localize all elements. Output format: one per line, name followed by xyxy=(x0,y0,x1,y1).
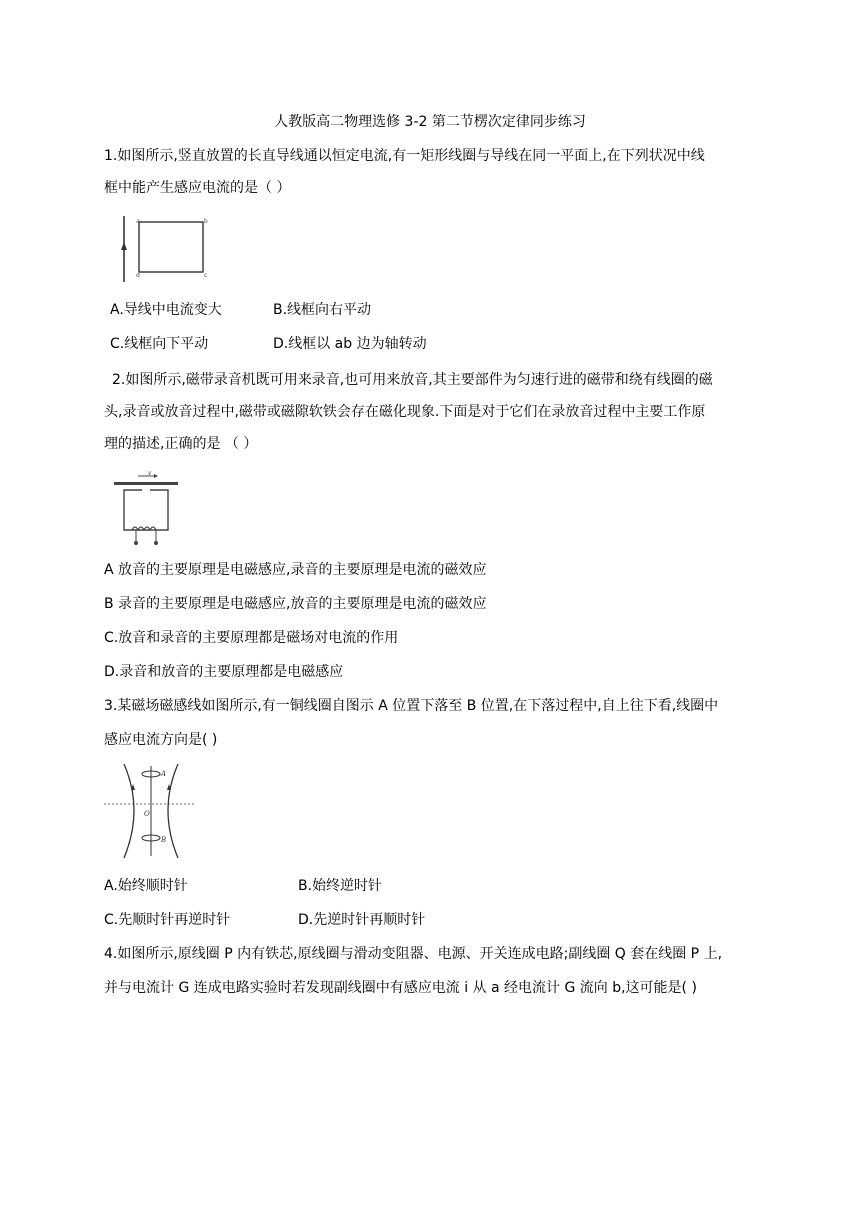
q3-option-b: B.始终逆时针 xyxy=(298,878,383,894)
q2-option-d: D.录音和放音的主要原理都是电磁感应 xyxy=(104,664,344,680)
rectangular-loop xyxy=(139,222,203,272)
label-v: v xyxy=(148,470,152,477)
q1-stem-line1: 1.如图所示,竖直放置的长直导线通以恒定电流,有一矩形线圈与导线在同一平面上,在下列状况中线 xyxy=(104,148,705,164)
tape xyxy=(114,482,178,485)
label-B: B xyxy=(161,836,167,844)
q4-stem-line2: 并与电流计 G 连成电路实验时若发现副线圈中有感应电流 i 从 a 经电流计 G 流向 b,这可能是( ) xyxy=(104,980,697,996)
q3-option-a: A.始终顺时针 xyxy=(104,878,188,894)
q1-figure-wire-and-loop xyxy=(110,212,220,284)
label-d: d xyxy=(136,272,140,279)
q2-stem-line1: 2.如图所示,磁带录音机既可用来录音,也可用来放音,其主要部件为匀速行进的磁带和绕有线圈的磁 xyxy=(112,372,713,388)
q1-option-c: C.线框向下平动 xyxy=(110,336,209,352)
q4-stem-line1: 4.如图所示,原线圈 P 内有铁芯,原线圈与滑动变阻器、电源、开关连成电路;副线圈 Q 套在线圈 P 上, xyxy=(104,946,723,962)
label-c: c xyxy=(204,272,208,279)
terminal-left xyxy=(134,541,138,545)
q2-figure-magnetic-head xyxy=(112,470,182,548)
page-title: 人教版高二物理选修 3-2 第二节楞次定律同步练习 xyxy=(274,114,586,130)
label-a: a xyxy=(136,218,140,225)
q2-stem-line3: 理的描述,正确的是 （ ） xyxy=(104,436,258,452)
q3-figure-field-lines xyxy=(104,762,196,862)
q3-stem-line1: 3.某磁场磁感线如图所示,有一铜线圈自图示 A 位置下落至 B 位置,在下落过程中,自上往下看,线圈中 xyxy=(104,698,719,714)
field-line-right xyxy=(168,764,178,858)
q1-stem-line2: 框中能产生感应电流的是（ ） xyxy=(104,180,291,196)
q2-option-b: B 录音的主要原理是电磁感应,放音的主要原理是电流的磁效应 xyxy=(104,596,487,612)
current-arrow-icon xyxy=(121,242,127,250)
q3-option-d: D.先逆时针再顺时针 xyxy=(298,912,426,928)
q1-option-b: B.线框向右平动 xyxy=(273,302,372,318)
q1-option-a: A.导线中电流变大 xyxy=(110,302,222,318)
head-core xyxy=(124,490,168,530)
terminal-right xyxy=(154,541,158,545)
q2-stem-line2: 头,录音或放音过程中,磁带或磁隙软铁会存在磁化现象.下面是对于它们在录放音过程中主要工作原 xyxy=(104,404,706,420)
q3-option-c: C.先顺时针再逆时针 xyxy=(104,912,231,928)
field-line-left xyxy=(124,764,134,858)
label-b: b xyxy=(204,218,208,225)
q2-option-a: A 放音的主要原理是电磁感应,录音的主要原理是电流的磁效应 xyxy=(104,562,487,578)
label-O: O xyxy=(144,810,150,818)
label-A: A xyxy=(161,770,167,778)
q3-stem-line2: 感应电流方向是( ) xyxy=(104,732,218,748)
q2-option-c: C.放音和录音的主要原理都是磁场对电流的作用 xyxy=(104,630,399,646)
q1-option-d: D.线框以 ab 边为轴转动 xyxy=(273,336,427,352)
arrow-head-icon xyxy=(154,474,158,478)
